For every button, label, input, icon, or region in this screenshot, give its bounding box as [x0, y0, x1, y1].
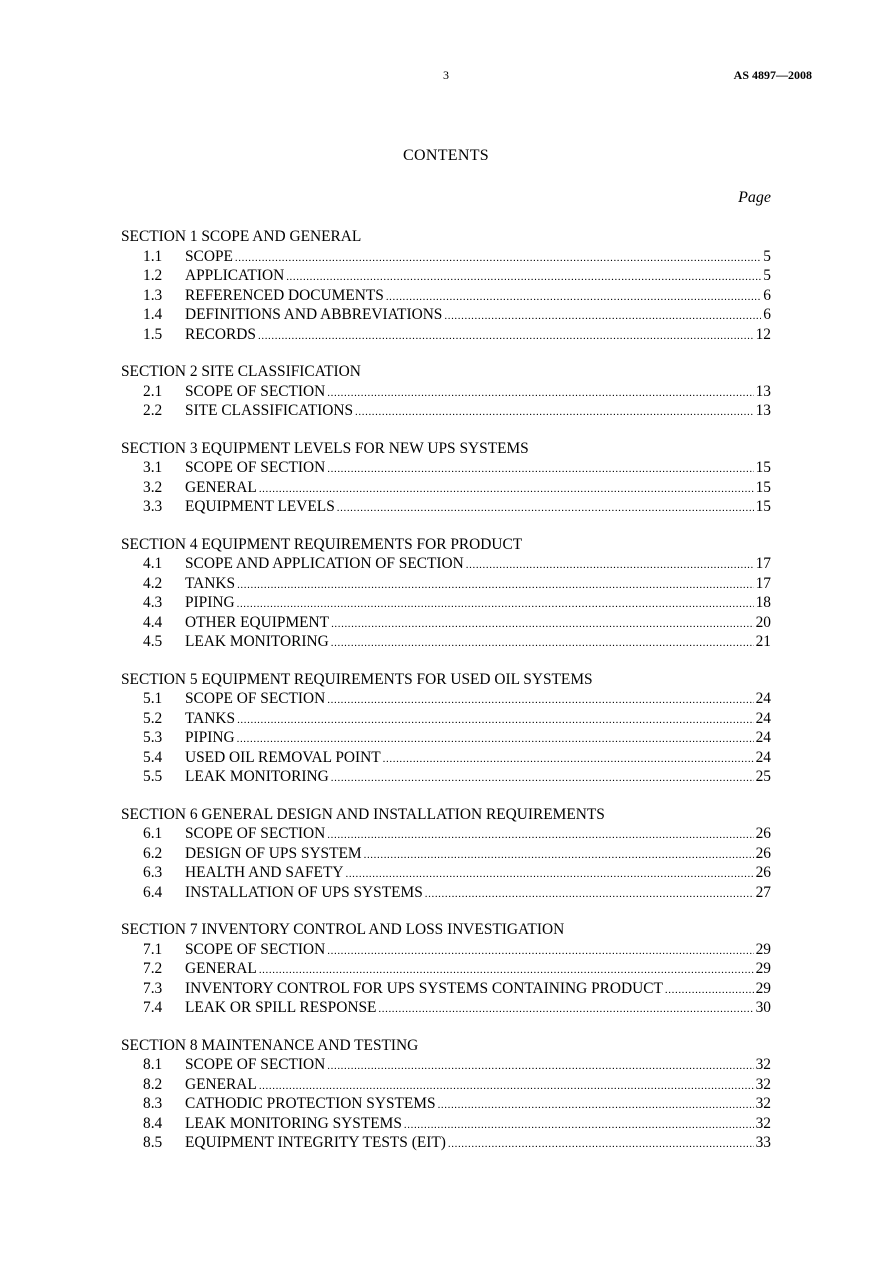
- toc-entry[interactable]: [121, 632, 771, 652]
- toc-section: [121, 920, 771, 1018]
- toc-entry[interactable]: [121, 767, 771, 787]
- toc-entry[interactable]: [121, 844, 771, 864]
- entry-title: SCOPE OF SECTION: [185, 1056, 326, 1073]
- toc-entry[interactable]: [121, 883, 771, 903]
- dot-leader: [237, 576, 754, 596]
- entry-page-number: 26: [755, 825, 771, 842]
- entry-number: 8.2: [143, 1075, 163, 1093]
- entry-title: SITE CLASSIFICATIONS: [185, 402, 354, 419]
- entry-title: INVENTORY CONTROL FOR UPS SYSTEMS CONTAINING PRODUCT: [185, 979, 663, 997]
- entry-title: DESIGN OF UPS SYSTEM: [185, 844, 362, 862]
- entry-page-number: 32: [755, 1095, 771, 1112]
- entry-page-number: 20: [755, 613, 771, 631]
- entry-number: 3.1: [143, 459, 163, 476]
- entry-page-number: 18: [755, 594, 771, 611]
- entry-number: 6.4: [143, 883, 163, 901]
- toc-entry[interactable]: [121, 401, 771, 421]
- table-of-contents: [121, 227, 771, 1171]
- entry-number: 7.3: [143, 979, 163, 997]
- dot-leader: [327, 1057, 753, 1077]
- section-heading: SECTION 1 SCOPE AND GENERAL: [121, 228, 362, 245]
- toc-entry[interactable]: [121, 940, 771, 960]
- entry-title: OTHER EQUIPMENT: [185, 613, 330, 631]
- section-heading: SECTION 5 EQUIPMENT REQUIREMENTS FOR USED OIL SYSTEMS: [121, 670, 593, 688]
- entry-title: USED OIL REMOVAL POINT: [185, 748, 381, 766]
- toc-entry[interactable]: [121, 574, 771, 594]
- entry-page-number: 33: [755, 1134, 771, 1151]
- toc-section: [121, 1036, 771, 1153]
- toc-entry[interactable]: [121, 824, 771, 844]
- entry-page-number: 17: [755, 574, 771, 592]
- entry-number: 8.4: [143, 1114, 163, 1132]
- toc-entry[interactable]: [121, 325, 771, 345]
- dot-leader: [327, 384, 753, 404]
- dot-leader: [378, 1000, 753, 1020]
- entry-number: 3.3: [143, 498, 163, 515]
- toc-entry[interactable]: [121, 286, 771, 306]
- entry-page-number: 26: [755, 844, 771, 862]
- entry-page-number: 26: [755, 864, 771, 881]
- dot-leader: [448, 1135, 754, 1155]
- entry-page-number: 13: [755, 402, 771, 419]
- entry-title: INSTALLATION OF UPS SYSTEMS: [185, 883, 423, 901]
- dot-leader: [404, 1116, 754, 1136]
- dot-leader: [444, 307, 761, 327]
- toc-entry[interactable]: [121, 247, 771, 267]
- toc-entry[interactable]: [121, 709, 771, 729]
- entry-number: 1.1: [143, 247, 163, 265]
- entry-title: SCOPE OF SECTION: [185, 940, 326, 958]
- dot-leader: [438, 1096, 754, 1116]
- entry-number: 3.2: [143, 478, 163, 496]
- entry-number: 2.1: [143, 382, 163, 400]
- toc-entry[interactable]: [121, 748, 771, 768]
- dot-leader: [331, 769, 754, 789]
- toc-section: [121, 439, 771, 517]
- entry-number: 6.2: [143, 844, 163, 862]
- dot-leader: [665, 981, 754, 1001]
- entry-number: 5.3: [143, 729, 163, 746]
- entry-number: 1.5: [143, 325, 163, 343]
- document-id: AS 4897—2008: [733, 68, 812, 82]
- dot-leader: [327, 942, 753, 962]
- entry-page-number: 24: [755, 748, 771, 766]
- entry-page-number: 12: [755, 325, 771, 343]
- entry-page-number: 24: [755, 709, 771, 727]
- toc-entry[interactable]: [121, 689, 771, 709]
- entry-page-number: 15: [755, 498, 771, 515]
- entry-title: SCOPE OF SECTION: [185, 382, 326, 400]
- entry-page-number: 6: [763, 306, 771, 323]
- toc-entry[interactable]: [121, 497, 771, 517]
- dot-leader: [331, 634, 754, 654]
- entry-page-number: 5: [763, 247, 771, 265]
- entry-title: TANKS: [185, 709, 236, 727]
- toc-entry[interactable]: [121, 959, 771, 979]
- entry-title: PIPING: [185, 594, 235, 611]
- dot-leader: [466, 556, 754, 576]
- dot-leader: [237, 711, 754, 731]
- entry-number: 4.2: [143, 574, 163, 592]
- dot-leader: [364, 846, 754, 866]
- entry-page-number: 15: [755, 459, 771, 476]
- toc-entry[interactable]: [121, 554, 771, 574]
- entry-number: 1.4: [143, 306, 163, 323]
- entry-page-number: 32: [755, 1056, 771, 1073]
- entry-page-number: 6: [763, 286, 771, 304]
- entry-number: 1.3: [143, 286, 163, 304]
- entry-number: 8.3: [143, 1095, 163, 1112]
- dot-leader: [337, 499, 754, 519]
- entry-number: 6.3: [143, 864, 163, 881]
- section-heading: SECTION 3 EQUIPMENT LEVELS FOR NEW UPS SYSTEMS: [121, 439, 529, 457]
- dot-leader: [383, 750, 754, 770]
- contents-title: CONTENTS: [403, 147, 489, 164]
- entry-title: SCOPE AND APPLICATION OF SECTION: [185, 555, 464, 572]
- page-number: 3: [443, 68, 449, 82]
- entry-title: APPLICATION: [185, 267, 285, 284]
- toc-entry[interactable]: [121, 863, 771, 883]
- entry-title: RECORDS: [185, 325, 256, 343]
- entry-title: SCOPE OF SECTION: [185, 459, 326, 476]
- entry-number: 5.1: [143, 690, 163, 707]
- dot-leader: [425, 885, 754, 905]
- section-heading: SECTION 8 MAINTENANCE AND TESTING: [121, 1036, 419, 1054]
- toc-entry[interactable]: [121, 478, 771, 498]
- section-heading: SECTION 7 INVENTORY CONTROL AND LOSS INVESTIGATION: [121, 921, 565, 938]
- entry-title: HEALTH AND SAFETY: [185, 864, 344, 881]
- entry-number: 7.1: [143, 940, 163, 958]
- entry-number: 4.5: [143, 633, 163, 650]
- entry-number: 1.2: [143, 267, 163, 284]
- entry-page-number: 24: [755, 690, 771, 707]
- section-heading: SECTION 2 SITE CLASSIFICATION: [121, 363, 361, 380]
- entry-page-number: 25: [755, 768, 771, 785]
- entry-number: 4.3: [143, 594, 163, 611]
- entry-page-number: 13: [755, 382, 771, 400]
- entry-number: 8.1: [143, 1056, 163, 1073]
- entry-number: 5.2: [143, 709, 163, 727]
- entry-page-number: 32: [755, 1075, 771, 1093]
- dot-leader: [258, 327, 754, 347]
- entry-page-number: 27: [755, 883, 771, 901]
- dot-leader: [327, 826, 753, 846]
- entry-title: GENERAL: [185, 1075, 257, 1093]
- entry-number: 5.5: [143, 768, 163, 785]
- entry-page-number: 15: [755, 478, 771, 496]
- entry-page-number: 32: [755, 1114, 771, 1132]
- entry-title: REFERENCED DOCUMENTS: [185, 286, 384, 304]
- entry-title: SCOPE OF SECTION: [185, 825, 326, 842]
- toc-entry[interactable]: [121, 979, 771, 999]
- entry-title: LEAK MONITORING SYSTEMS: [185, 1114, 402, 1132]
- entry-page-number: 17: [755, 555, 771, 572]
- entry-number: 6.1: [143, 825, 163, 842]
- toc-entry[interactable]: [121, 1114, 771, 1134]
- entry-page-number: 24: [755, 729, 771, 746]
- toc-entry[interactable]: [121, 1055, 771, 1075]
- dot-leader: [327, 691, 753, 711]
- entry-title: GENERAL: [185, 960, 257, 977]
- entry-page-number: 5: [763, 267, 771, 284]
- entry-number: 7.2: [143, 960, 163, 977]
- toc-entry[interactable]: [121, 382, 771, 402]
- entry-page-number: 29: [755, 979, 771, 997]
- entry-title: EQUIPMENT INTEGRITY TESTS (EIT): [185, 1134, 446, 1151]
- dot-leader: [327, 460, 753, 480]
- toc-section: [121, 535, 771, 652]
- toc-section: [121, 227, 771, 344]
- dot-leader: [235, 249, 761, 269]
- entry-number: 2.2: [143, 402, 163, 419]
- toc-entry[interactable]: [121, 593, 771, 613]
- entry-title: GENERAL: [185, 478, 257, 496]
- entry-title: PIPING: [185, 729, 235, 746]
- toc-entry[interactable]: [121, 998, 771, 1018]
- entry-number: 8.5: [143, 1134, 163, 1151]
- entry-page-number: 30: [755, 999, 771, 1016]
- page-column-label: Page: [738, 189, 771, 206]
- dot-leader: [355, 403, 754, 423]
- toc-entry[interactable]: [121, 266, 771, 286]
- entry-title: LEAK MONITORING: [185, 768, 329, 785]
- entry-title: LEAK MONITORING: [185, 633, 329, 650]
- entry-title: SCOPE: [185, 247, 233, 265]
- entry-number: 7.4: [143, 999, 163, 1016]
- entry-title: TANKS: [185, 574, 236, 592]
- toc-entry[interactable]: [121, 1075, 771, 1095]
- toc-entry[interactable]: [121, 458, 771, 478]
- entry-number: 4.1: [143, 555, 163, 572]
- entry-title: DEFINITIONS AND ABBREVIATIONS: [185, 306, 443, 323]
- entry-title: SCOPE OF SECTION: [185, 690, 326, 707]
- entry-number: 4.4: [143, 613, 163, 631]
- entry-page-number: 21: [755, 633, 771, 650]
- section-heading: SECTION 4 EQUIPMENT REQUIREMENTS FOR PRODUCT: [121, 535, 523, 553]
- toc-section: [121, 805, 771, 903]
- entry-page-number: 29: [755, 940, 771, 958]
- entry-page-number: 29: [755, 960, 771, 977]
- entry-title: CATHODIC PROTECTION SYSTEMS: [185, 1095, 436, 1112]
- section-heading: SECTION 6 GENERAL DESIGN AND INSTALLATION REQUIREMENTS: [121, 805, 605, 823]
- dot-leader: [331, 615, 754, 635]
- toc-entry[interactable]: [121, 613, 771, 633]
- toc-entry[interactable]: [121, 728, 771, 748]
- entry-number: 5.4: [143, 748, 163, 766]
- toc-entry[interactable]: [121, 305, 771, 325]
- toc-section: [121, 362, 771, 421]
- entry-title: LEAK OR SPILL RESPONSE: [185, 999, 377, 1016]
- toc-entry[interactable]: [121, 1133, 771, 1153]
- toc-entry[interactable]: [121, 1094, 771, 1114]
- toc-section: [121, 670, 771, 787]
- entry-title: EQUIPMENT LEVELS: [185, 498, 335, 515]
